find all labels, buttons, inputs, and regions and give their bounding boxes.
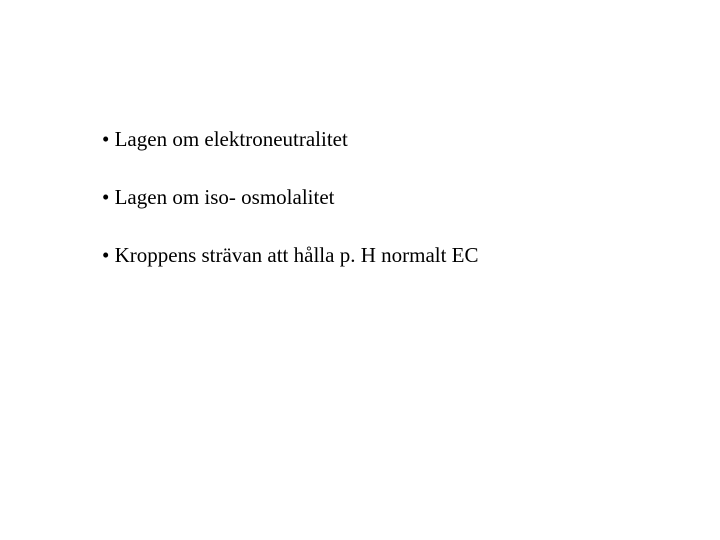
bullet-list [102,125,479,270]
bullet-item-ph-regulation: • Kroppens strävan att hålla p. H normalt EC [102,243,479,267]
bullet-item-iso-osmolality: • Lagen om iso- osmolalitet [102,185,335,209]
bullet-item-electroneutrality: • Lagen om elektroneutralitet [102,127,348,151]
